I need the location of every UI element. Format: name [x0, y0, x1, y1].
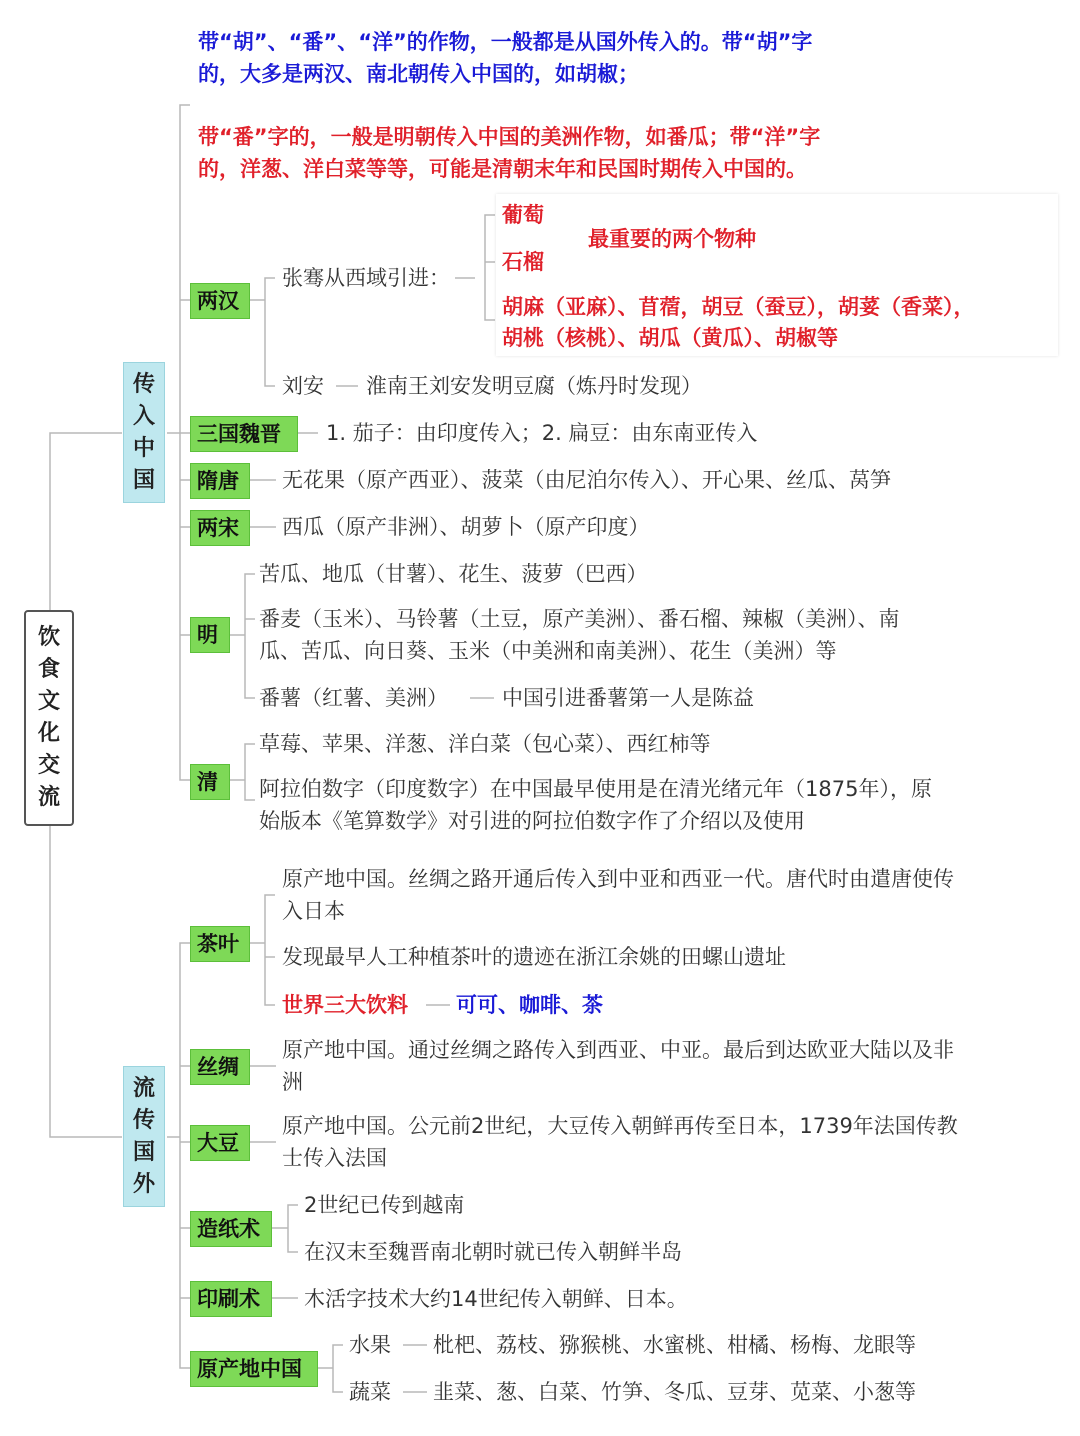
tag-paper: 造纸术	[190, 1211, 272, 1247]
suitang-text: 无花果（原产西亚）、菠菜（由尼泊尔传入）、开心果、丝瓜、莴笋	[282, 468, 891, 492]
tag-qing: 清	[190, 764, 230, 800]
note-blue-line2: 的，大多是两汉、南北朝传入中国的，如胡椒；	[198, 62, 639, 86]
soy-line2: 士传入法国	[282, 1146, 387, 1170]
tag-origin: 原产地中国	[190, 1351, 318, 1387]
origin-fruit: 水果	[349, 1333, 391, 1357]
tag-suitang: 隋唐	[190, 463, 250, 499]
qing-item2-line2: 始版本《笔算数学》对引进的阿拉伯数字作了介绍以及使用	[259, 809, 805, 833]
paper-item1: 2世纪已传到越南	[304, 1193, 465, 1217]
han-hu-line1: 胡麻（亚麻）、苜蓿，胡豆（蚕豆），胡荽（香菜），	[502, 295, 975, 319]
ming-item3: 番薯（红薯、美洲）	[259, 686, 448, 710]
ming-item2-line2: 瓜、苦瓜、向日葵、玉米（中美洲和南美洲）、花生（美洲）等	[259, 639, 837, 663]
note-red-line2: 的，洋葱、洋白菜等等，可能是清朝末年和民国时期传入中国的。	[198, 157, 807, 181]
tea-item2: 发现最早人工种植茶叶的遗迹在浙江余姚的田螺山遗址	[282, 945, 786, 969]
tag-three-kingdoms: 三国魏晋	[190, 416, 298, 452]
tag-printing: 印刷术	[190, 1281, 272, 1317]
note-blue-line1: 带“胡”、“番”、“洋”的作物，一般都是从国外传入的。带“胡”字	[198, 30, 813, 54]
branch-out-label: 流传国外	[133, 1076, 156, 1197]
han-pomegranate: 石榴	[502, 250, 544, 274]
tag-soy: 大豆	[190, 1125, 250, 1161]
printing-text: 木活字技术大约14世纪传入朝鲜、日本。	[304, 1287, 688, 1311]
tag-silk: 丝绸	[190, 1049, 250, 1085]
tea-item3-desc: 可可、咖啡、茶	[456, 993, 603, 1017]
silk-line2: 洲	[282, 1070, 303, 1094]
branch-in-node	[123, 362, 165, 503]
ming-item3-desc: 中国引进番薯第一人是陈益	[502, 686, 754, 710]
han-zhang: 张骞从西域引进：	[282, 266, 450, 290]
han-hu-line2: 胡桃（核桃）、胡瓜（黄瓜）、胡椒等	[502, 326, 838, 350]
soy-line1: 原产地中国。公元前2世纪，大豆传入朝鲜再传至日本，1739年法国传教	[282, 1114, 958, 1138]
han-liuan-desc: 淮南王刘安发明豆腐（炼丹时发现）	[366, 374, 702, 398]
han-liuan: 刘安	[282, 374, 324, 398]
branch-out-node	[123, 1066, 165, 1207]
origin-veg-list: 韭菜、葱、白菜、竹笋、冬瓜、豆芽、苋菜、小葱等	[433, 1380, 916, 1404]
paper-item2: 在汉末至魏晋南北朝时就已传入朝鲜半岛	[304, 1240, 682, 1264]
origin-veg: 蔬菜	[349, 1380, 391, 1404]
three-kingdoms-text: 1. 茄子：由印度传入；2. 扁豆：由东南亚传入	[326, 421, 758, 445]
note-red-line1: 带“番”字的，一般是明朝传入中国的美洲作物，如番瓜；带“洋”字	[198, 125, 821, 149]
silk-line1: 原产地中国。通过丝绸之路传入到西亚、中亚。最后到达欧亚大陆以及非	[282, 1038, 954, 1062]
root-label: 饮食文化交流	[38, 625, 61, 810]
branch-in-label: 传入中国	[133, 372, 156, 493]
tag-song: 两宋	[190, 510, 250, 546]
qing-item2-line1: 阿拉伯数字（印度数字）在中国最早使用是在清光绪元年（1875年），原	[259, 777, 932, 801]
han-important: 最重要的两个物种	[588, 227, 756, 251]
tea-item3: 世界三大饮料	[282, 993, 408, 1017]
tea-item1-line2: 入日本	[282, 899, 345, 923]
tea-item1-line1: 原产地中国。丝绸之路开通后传入到中亚和西亚一代。唐代时由遣唐使传	[282, 867, 954, 891]
tag-tea: 茶叶	[190, 926, 250, 962]
qing-item1: 草莓、苹果、洋葱、洋白菜（包心菜）、西红柿等	[259, 732, 711, 756]
root-node	[24, 610, 74, 826]
origin-fruit-list: 枇杷、荔枝、猕猴桃、水蜜桃、柑橘、杨梅、龙眼等	[433, 1333, 916, 1357]
song-text: 西瓜（原产非洲）、胡萝卜（原产印度）	[282, 515, 650, 539]
tag-ming: 明	[190, 617, 230, 653]
tag-han: 两汉	[190, 283, 250, 319]
han-grape: 葡萄	[502, 203, 544, 227]
ming-item1: 苦瓜、地瓜（甘薯）、花生、菠萝（巴西）	[259, 562, 648, 586]
ming-item2-line1: 番麦（玉米）、马铃薯（土豆，原产美洲）、番石榴、辣椒（美洲）、南	[259, 607, 900, 631]
